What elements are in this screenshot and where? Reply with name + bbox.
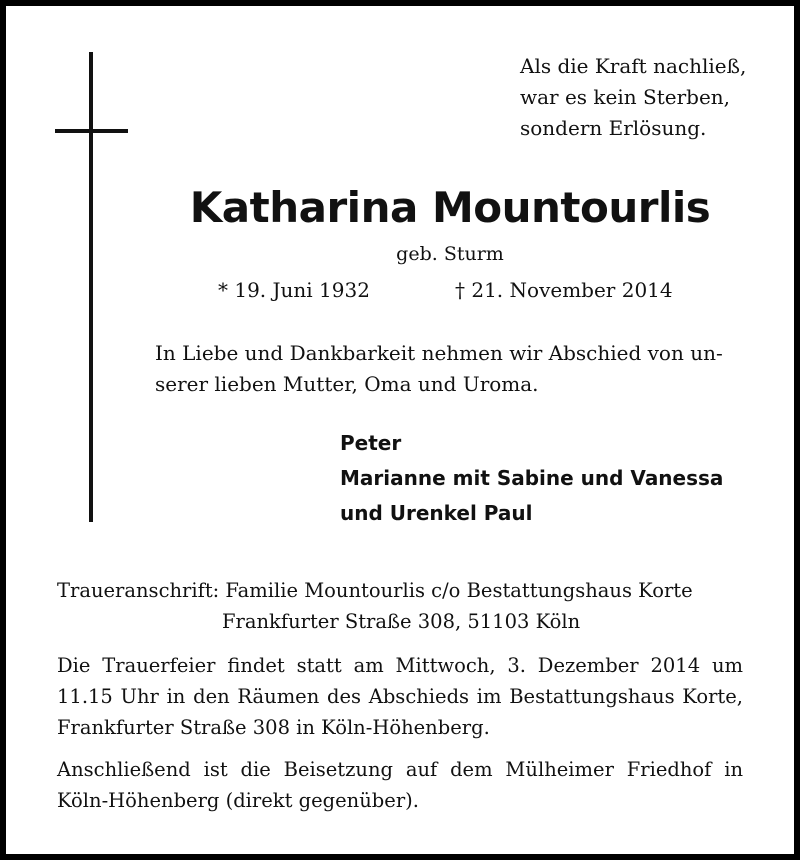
motto-line: Als die Kraft nachließ,	[520, 54, 747, 78]
address-line: Frankfurter Straße 308, 51103 Köln	[222, 610, 581, 633]
family-line: Marianne mit Sabine und Vanessa	[340, 466, 724, 490]
ceremony-line: Frankfurter Straße 308 in Köln-Höhenberg.	[57, 716, 490, 739]
farewell-text	[155, 338, 723, 400]
birth-date: * 19. Juni 1932	[218, 278, 370, 302]
ceremony-line: Die Trauerfeier findet statt am Mittwoch, 3. Dezember 2014 um	[57, 654, 743, 677]
cross-icon-horizontal-bar	[55, 129, 128, 133]
mourning-address	[57, 575, 693, 637]
motto-verse	[520, 51, 746, 144]
family-line: und Urenkel Paul	[340, 501, 533, 525]
birth-name: geb. Sturm	[396, 243, 504, 265]
address-line: Traueranschrift: Familie Mountourlis c/o Bestattungshaus Korte	[57, 579, 693, 602]
family-signature	[340, 426, 723, 531]
motto-line: war es kein Sterben,	[520, 85, 731, 109]
motto-line: sondern Erlösung.	[520, 116, 707, 140]
family-line: Peter	[340, 431, 402, 455]
ceremony-line: 11.15 Uhr in den Räumen des Abschieds im Bestattungshaus Korte,	[57, 685, 743, 708]
burial-line: Anschließend ist die Beisetzung auf dem Mülheimer Friedhof in	[57, 758, 743, 781]
burial-line: Köln-Höhenberg (direkt gegenüber).	[57, 789, 419, 812]
death-date: † 21. November 2014	[455, 278, 673, 302]
farewell-line: In Liebe und Dankbarkeit nehmen wir Abschied von un-	[155, 341, 723, 365]
burial-notice	[57, 754, 743, 816]
deceased-name: Katharina Mountourlis	[189, 183, 711, 232]
farewell-line: serer lieben Mutter, Oma und Uroma.	[155, 372, 539, 396]
funeral-service-notice	[57, 650, 743, 743]
cross-icon-vertical-bar	[89, 52, 93, 522]
